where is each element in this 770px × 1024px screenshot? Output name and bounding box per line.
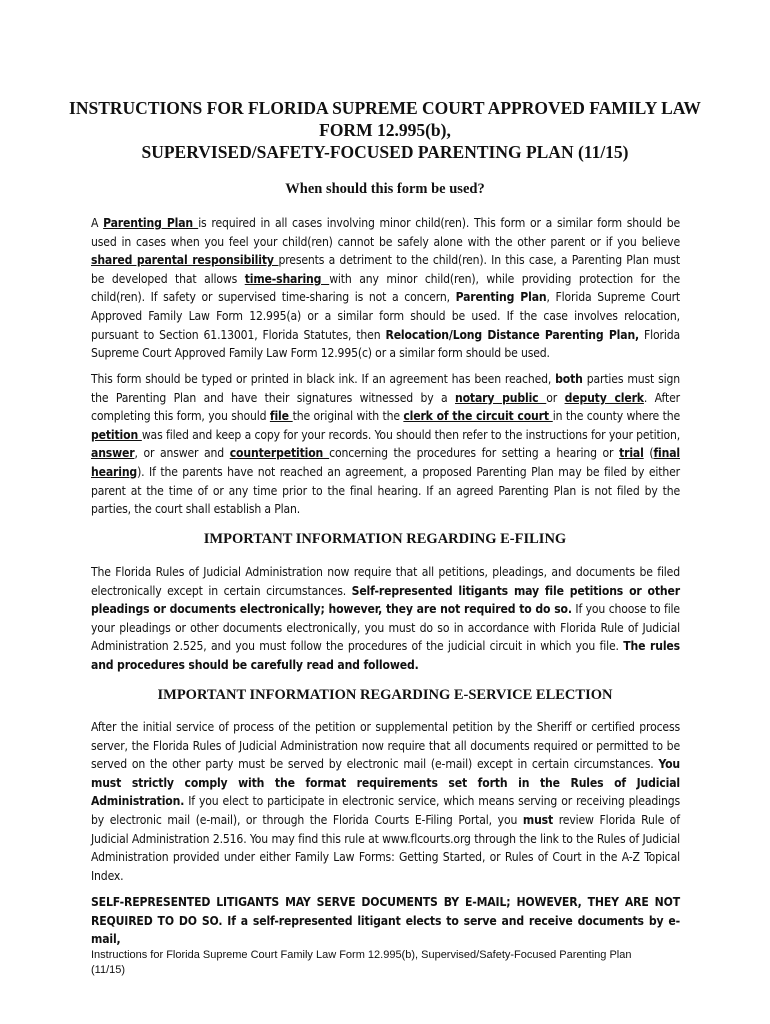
paragraph-filing: This form should be typed or printed in black ink. If an agreement has been reached, both parties must sign the Parenting Plan and have their signatures witnessed by a notary public or deputy clerk. After completing this form, you should file the original with the clerk of the circuit court in the county where the petition was filed and keep a copy for your records. You should then refer to the instructions for your petition, answer, or answer and counterpetition concerning the procedures for setting a hearing or trial (final hearing). If the parents have not reached an agreement, a proposed Parenting Plan may be filed by either parent at the time of or any time prior to the final hearing. If an agreed Parenting Plan is not filed by the parties, the court shall establish a Plan. xyxy=(91,372,681,517)
trial-term: trial xyxy=(619,446,644,461)
eservice-heading: IMPORTANT INFORMATION REGARDING E-SERVICE ELECTION xyxy=(157,687,613,703)
final-hearing-term: final hearing xyxy=(91,446,680,479)
page-title xyxy=(60,97,710,163)
parenting-plan-term: Parenting Plan xyxy=(103,216,199,230)
title-line-3: SUPERVISED/SAFETY-FOCUSED PARENTING PLAN (11/15) xyxy=(141,142,629,162)
efiling-heading: IMPORTANT INFORMATION REGARDING E-FILING xyxy=(203,531,567,547)
page-footer xyxy=(91,948,680,978)
shared-parental-responsibility-term: shared parental responsibility xyxy=(91,253,279,268)
answer-term: answer xyxy=(91,446,135,461)
when-heading: When should this form be used? xyxy=(285,181,485,197)
counterpetition-term: counterpetition xyxy=(229,446,330,461)
petition-term: petition xyxy=(91,427,142,442)
paragraph-efiling: The Florida Rules of Judicial Administration now require that all petitions, pleadings, and documents be filed electronically except in certain circumstances. Self-represented litigants may file petitions or other pleadings or documents electronically; however, they are not required to do so. If you choose to file your pleadings or other documents electronically, you must do so in accordance with Florida Rule of Judicial Administration 2.525, and you must follow the procedures of the judicial circuit in which you file. The rules and procedures should be carefully read and followed. xyxy=(91,565,680,672)
paragraph-purpose: A Parenting Plan is required in all cases involving minor child(ren). This form or a similar form should be used in cases when you feel your child(ren) cannot be safely alone with the other parent or if you believe shared parental responsibility presents a detriment to the child(ren). In this case, a Parenting Plan must be developed that allows time-sharing with any minor child(ren), while providing protection for the child(ren). If safety or supervised time-sharing is not a concern, Parenting Plan, Florida Supreme Court Approved Family Law Form 12.995(a) or a similar form should be used. If the case involves relocation, pursuant to Section 61.13001, Florida Statutes, then Relocation/Long Distance Parenting Plan, Florida Supreme Court Approved Family Law Form 12.995(c) or a similar form should be used. xyxy=(91,216,681,361)
title-line-2: FORM 12.995(b), xyxy=(319,120,451,140)
title-line-1: INSTRUCTIONS FOR FLORIDA SUPREME COURT APPROVED FAMILY LAW xyxy=(69,98,701,118)
deputy-clerk-term: deputy clerk xyxy=(564,390,644,405)
paragraph-eservice: After the initial service of process of the petition or supplemental petition by the Sheriff or certified process server, the Florida Rules of Judicial Administration now require that all documents required or permitted to be served on the other party must be served by electronic mail (e-mail) except in certain circumstances. You must strictly comply with the format requirements set forth in the Rules of Judicial Administration. If you elect to participate in electronic service, which means serving or receiving pleadings by electronic mail (e-mail), or through the Florida Courts E-Filing Portal, you must review Florida Rule of Judicial Administration 2.516. You may find this rule at www.flcourts.org through the link to the Rules of Judicial Administration provided under either Family Law Forms: Getting Started, or Rules of Court in the A-Z Topical Index. xyxy=(91,720,680,883)
footer-line-2: (11/15) xyxy=(91,964,126,976)
paragraph-self-represented: SELF-REPRESENTED LITIGANTS MAY SERVE DOCUMENTS BY E-MAIL; HOWEVER, THEY ARE NOT REQUIRED TO DO SO. If a self-represented litigant elects to serve and receive documents by e-mail, xyxy=(91,895,680,947)
time-sharing-term: time-sharing xyxy=(244,271,330,286)
file-term: file xyxy=(269,409,293,424)
notary-public-term: notary public xyxy=(455,390,547,405)
footer-line-1: Instructions for Florida Supreme Court Family Law Form 12.995(b), Supervised/Safety-Focused Parenting Plan xyxy=(91,949,632,961)
clerk-term: clerk of the circuit court xyxy=(403,409,553,424)
